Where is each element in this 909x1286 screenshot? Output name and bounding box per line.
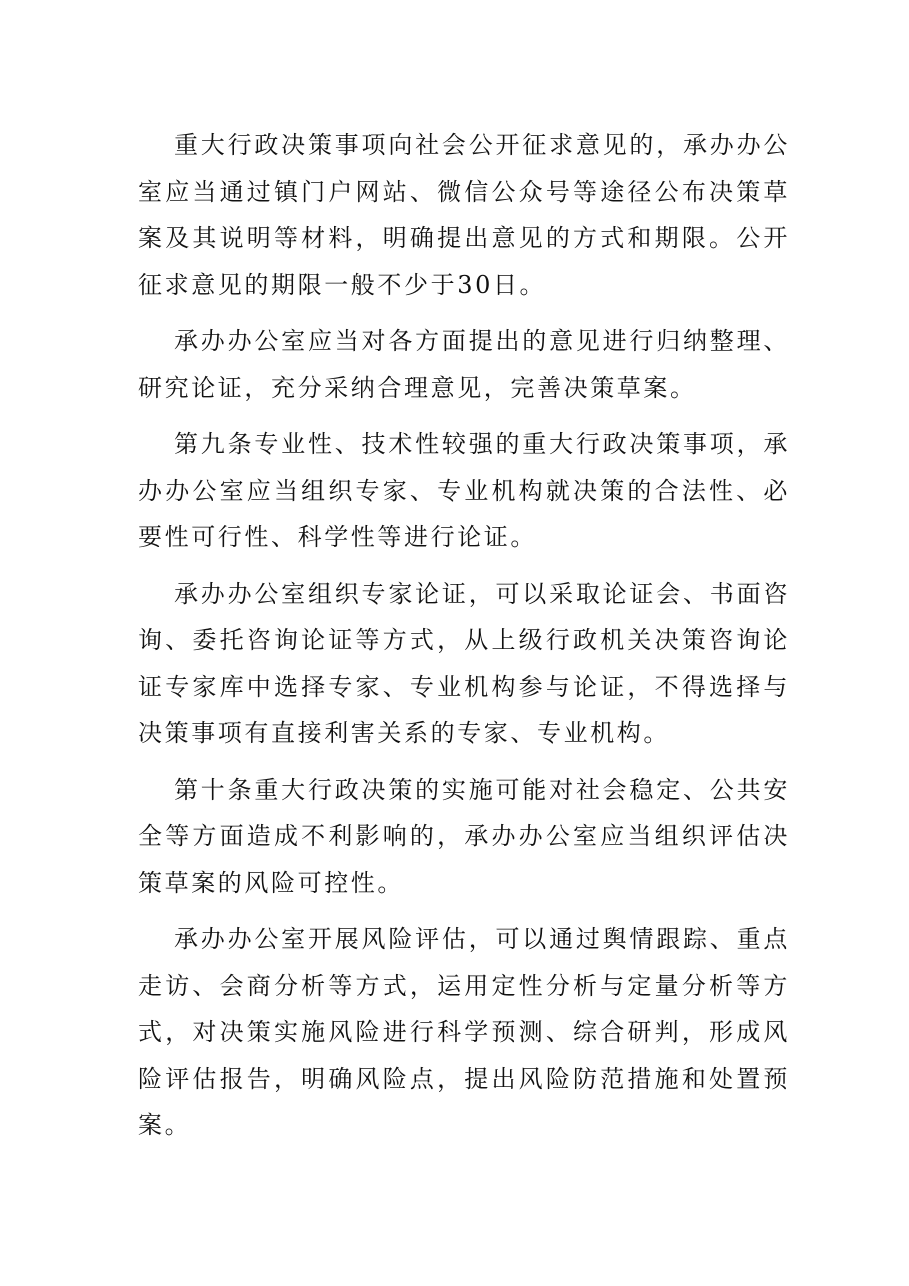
paragraph-article-10: 第十条重大行政决策的实施可能对社会稳定、公共安全等方面造成不利影响的，承办办公室应当组织评估决策草案的风险可控性。 — [138, 775, 790, 897]
paragraph-risk-assessment: 承办办公室开展风险评估，可以通过舆情跟踪、重点走访、会商分析等方式，运用定性分析与定量分析等方式，对决策实施风险进行科学预测、综合研判，形成风险评估报告，明确风险点，提出风险防范措施和处置预案。 — [138, 925, 790, 1139]
paragraph-article-9: 第九条专业性、技术性较强的重大行政决策事项，承办办公室应当组织专家、专业机构就决策的合法性、必要性可行性、科学性等进行论证。 — [138, 430, 790, 551]
paragraph-public-consultation: 重大行政决策事项向社会公开征求意见的，承办办公室应当通过镇门户网站、微信公众号等途径公布决策草案及其说明等材料，明确提出意见的方式和期限。公开征求意见的期限一般不少于30日。 — [138, 131, 790, 299]
paragraph-opinion-handling: 承办办公室应当对各方面提出的意见进行归纳整理、研究论证，充分采纳合理意见，完善决策草案。 — [138, 327, 790, 402]
paragraph-expert-review: 承办办公室组织专家论证，可以采取论证会、书面咨询、委托咨询论证等方式，从上级行政机关决策咨询论证专家库中选择专家、专业机构参与论证，不得选择与决策事项有直接利害关系的专家、专业机构。 — [138, 579, 790, 747]
document-body — [138, 122, 790, 1159]
